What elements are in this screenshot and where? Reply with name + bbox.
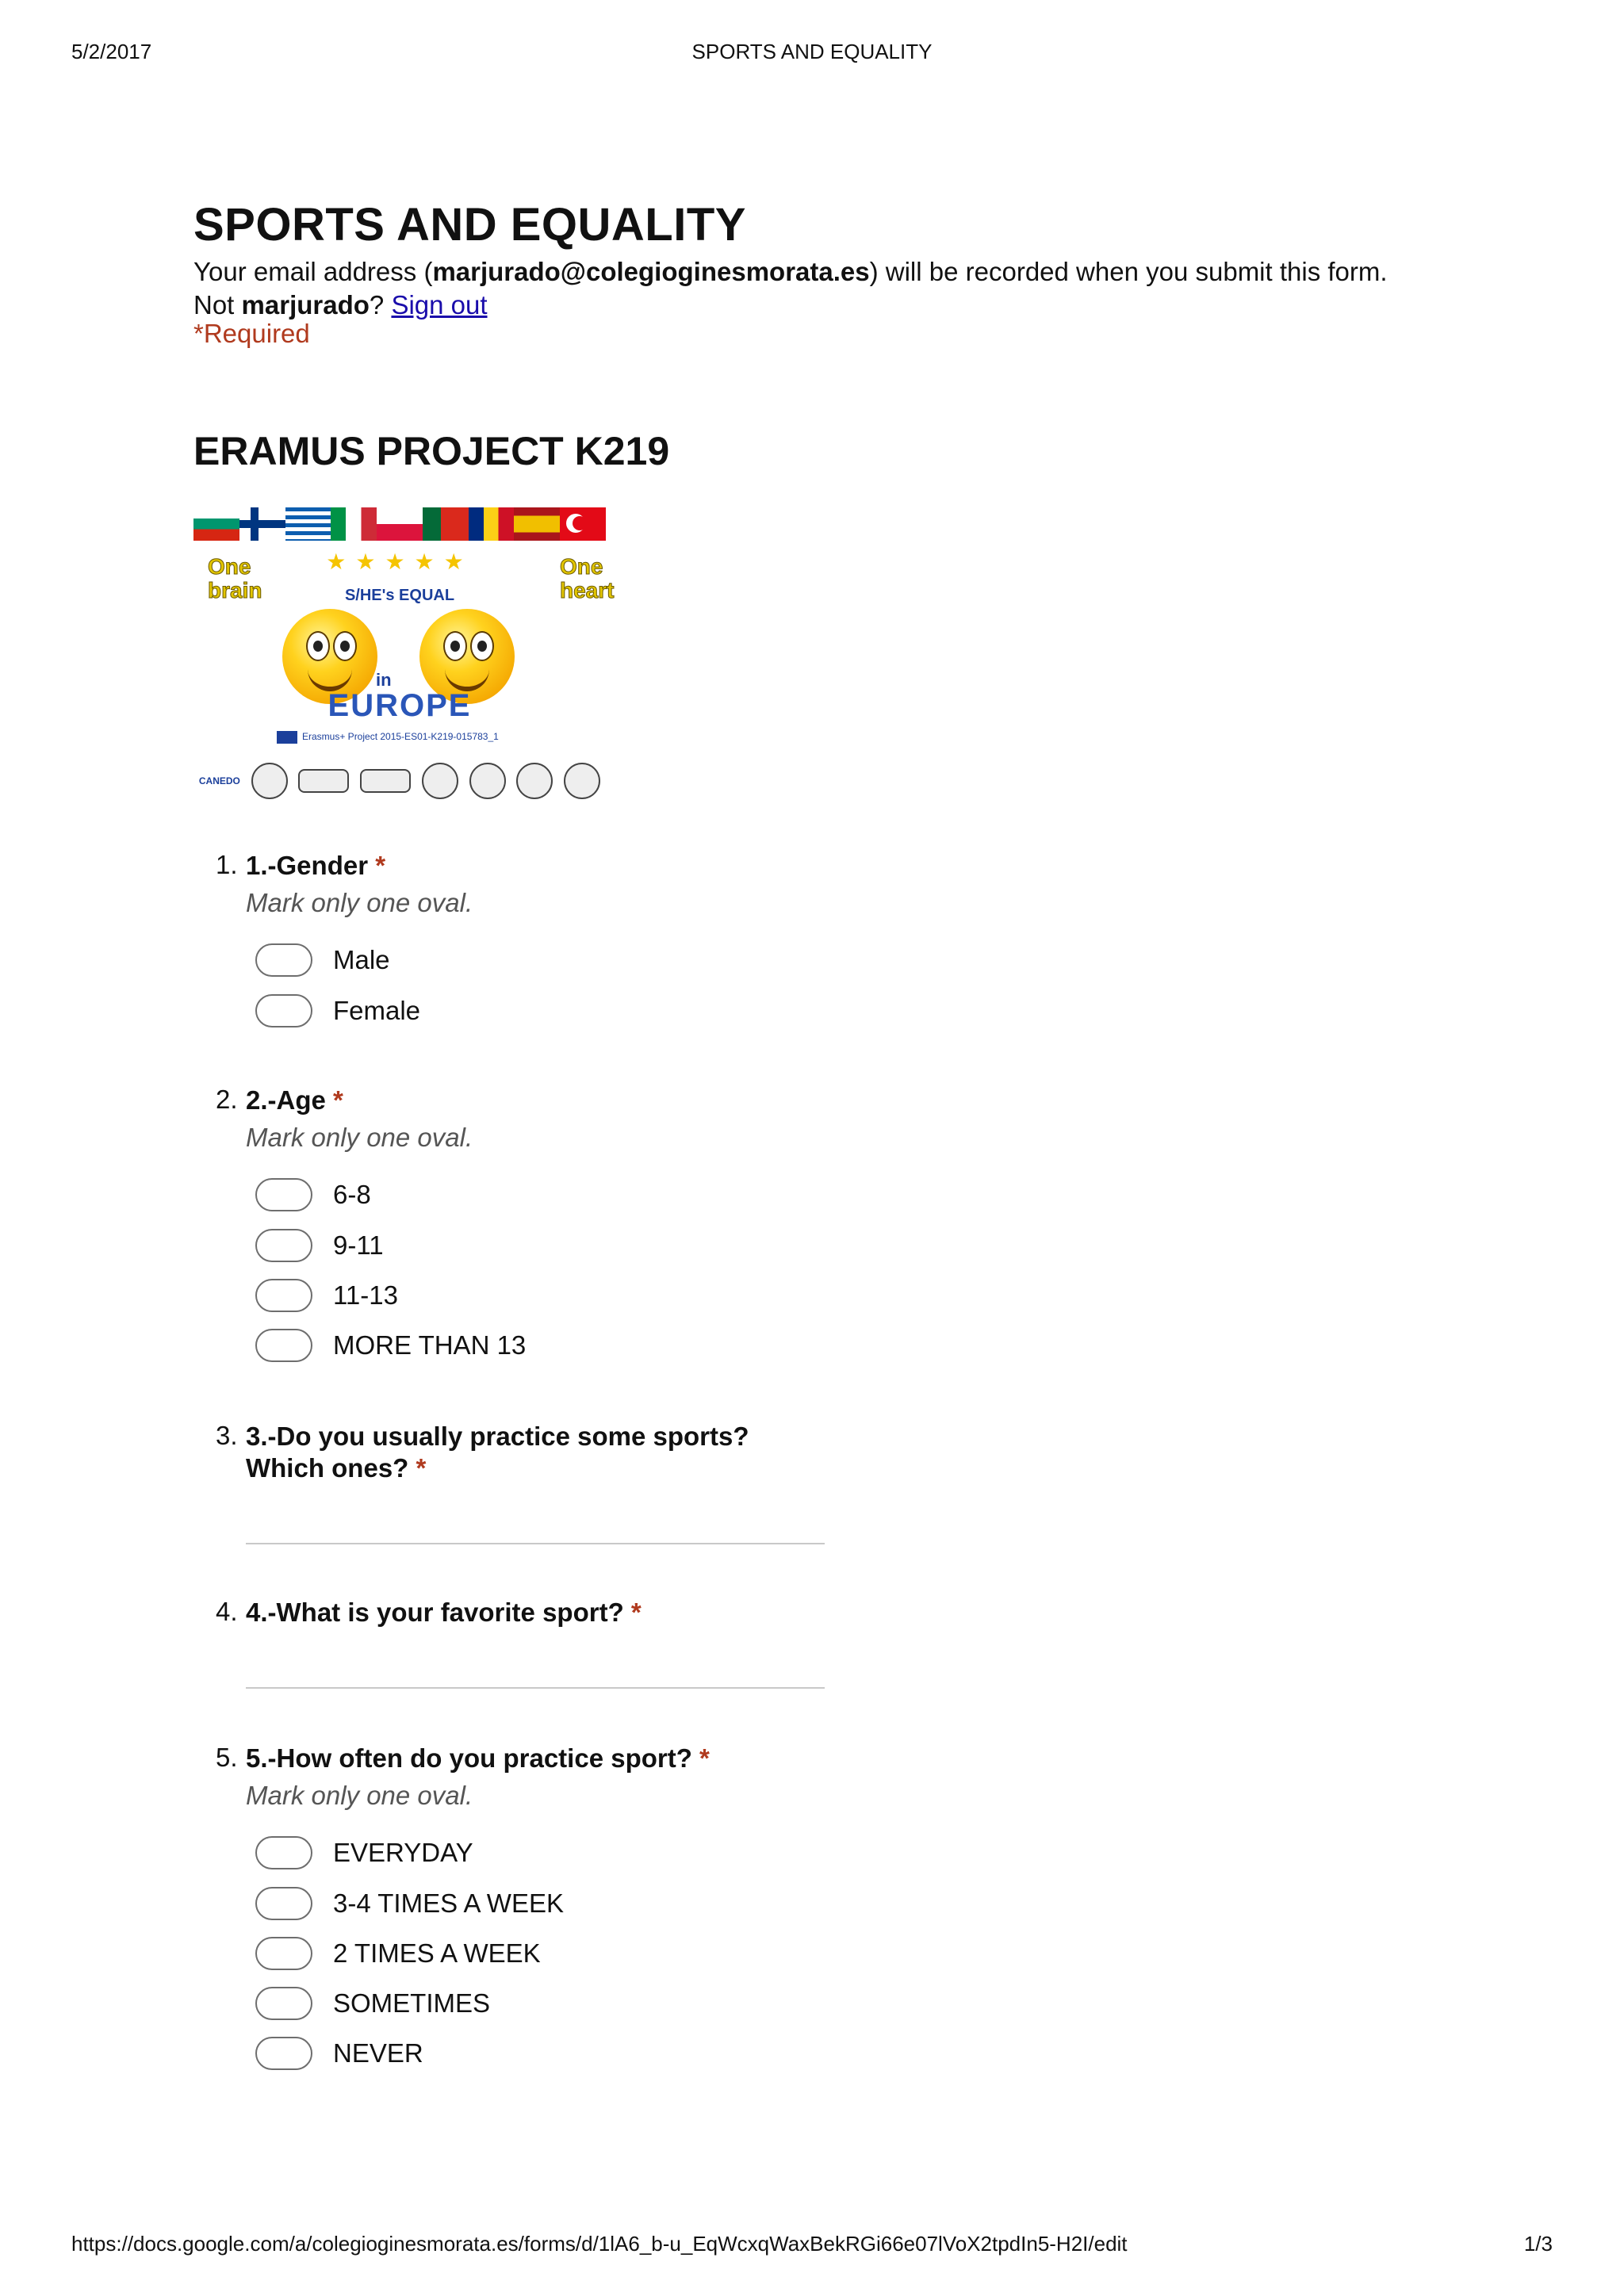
required-note: *Required bbox=[193, 319, 310, 348]
radio-oval[interactable] bbox=[255, 1887, 312, 1920]
flag-portugal bbox=[423, 507, 469, 541]
banner-europe: EUROPE bbox=[327, 688, 472, 723]
banner-project-code: Erasmus+ Project 2015-ES01-K219-015783_1 bbox=[277, 731, 530, 744]
print-title: SPORTS AND EQUALITY bbox=[691, 40, 933, 63]
banner-in: in bbox=[376, 670, 392, 690]
canedo-logo: CANEDO bbox=[198, 775, 240, 786]
school-logo-icon bbox=[516, 763, 553, 799]
email-notice: Your email address (marjurado@colegioginesmorata.es) will be recorded when you submit this form. Not marjurado? Sign out bbox=[193, 257, 1388, 320]
radio-oval[interactable] bbox=[255, 1279, 312, 1312]
flag-bulgaria bbox=[193, 507, 239, 541]
page-number: 1/3 bbox=[1523, 2232, 1553, 2256]
user-email: marjurado@colegioginesmorata.es bbox=[432, 257, 870, 286]
answer-text-input[interactable] bbox=[246, 1543, 825, 1544]
stars-icon: ★★★★★ bbox=[326, 549, 473, 574]
print-header bbox=[71, 40, 1553, 71]
eu-flag-icon bbox=[277, 731, 297, 744]
radio-oval[interactable] bbox=[255, 2037, 312, 2070]
question-hint: Mark only one oval. bbox=[246, 1123, 473, 1152]
school-logo-icon bbox=[251, 763, 288, 799]
question-title: 4.-What is your favorite sport? * bbox=[246, 1598, 642, 1627]
radio-oval[interactable] bbox=[255, 1178, 312, 1211]
user-name: marjurado bbox=[241, 290, 370, 320]
radio-oval[interactable] bbox=[255, 1836, 312, 1869]
flag-poland bbox=[377, 507, 423, 541]
print-url: https://docs.google.com/a/colegioginesmorata.es/forms/d/1lA6_b-u_EqWcxqWaxBekRGi66e07lVoX2tpdIn5-H2I/edit bbox=[71, 2232, 1128, 2256]
school-logo-icon bbox=[469, 763, 506, 799]
section-title: ERAMUS PROJECT K219 bbox=[193, 429, 670, 473]
answer-text-input[interactable] bbox=[246, 1687, 825, 1689]
flag-finland bbox=[239, 507, 285, 541]
question-hint: Mark only one oval. bbox=[246, 888, 473, 917]
banner-slogan: S/HE's EQUAL bbox=[344, 587, 455, 604]
flag-spain bbox=[514, 507, 560, 541]
form-title: SPORTS AND EQUALITY bbox=[193, 199, 746, 251]
flag-turkey bbox=[560, 507, 606, 541]
flag-romania bbox=[469, 507, 515, 541]
question-hint: Mark only one oval. bbox=[246, 1781, 473, 1810]
radio-oval[interactable] bbox=[255, 1937, 312, 1970]
question-title: 3.-Do you usually practice some sports? Which ones? * bbox=[246, 1422, 749, 1483]
radio-oval[interactable] bbox=[255, 1329, 312, 1362]
school-logo-icon bbox=[422, 763, 458, 799]
flag-italy bbox=[331, 507, 377, 541]
banner-left-text: One brain bbox=[208, 554, 262, 603]
school-logo-icon bbox=[564, 763, 600, 799]
flags-strip bbox=[193, 507, 606, 541]
banner-right-text: One heart bbox=[560, 554, 615, 603]
print-date: 5/2/2017 bbox=[71, 40, 152, 63]
flag-greece bbox=[285, 507, 331, 541]
project-banner-image bbox=[193, 507, 615, 801]
radio-oval[interactable] bbox=[255, 1229, 312, 1262]
school-logos bbox=[193, 761, 606, 801]
question-title: 1.-Gender * bbox=[246, 851, 386, 880]
school-logo-icon bbox=[298, 769, 349, 793]
radio-oval[interactable] bbox=[255, 943, 312, 977]
sign-out-link[interactable]: Sign out bbox=[391, 290, 488, 320]
school-logo-icon bbox=[360, 769, 411, 793]
question-title: 2.-Age * bbox=[246, 1085, 343, 1115]
question-title: 5.-How often do you practice sport? * bbox=[246, 1743, 710, 1773]
radio-oval[interactable] bbox=[255, 1987, 312, 2020]
radio-oval[interactable] bbox=[255, 994, 312, 1027]
